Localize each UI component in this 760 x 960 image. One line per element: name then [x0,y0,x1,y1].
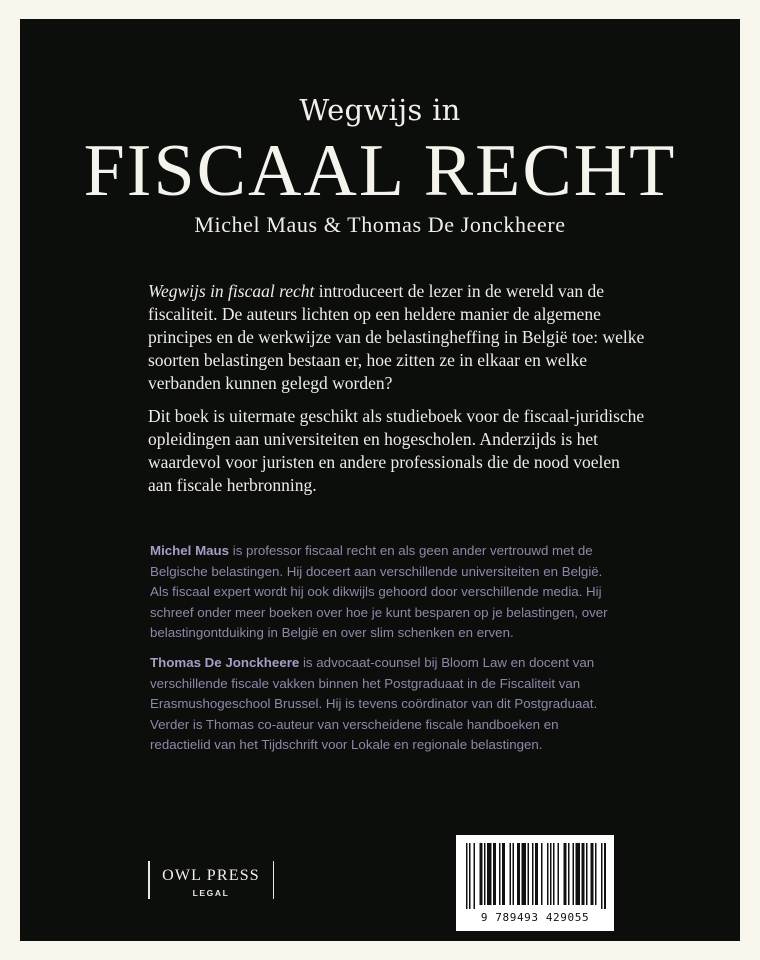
barcode-bar [484,843,486,905]
author-2-name: Thomas De Jonckheere [150,655,300,670]
barcode-bar [474,843,476,909]
barcode-bar [547,843,549,905]
barcode-bar [466,843,468,909]
blurb-book-title: Wegwijs in fiscaal recht [148,281,315,301]
blurb-text-2: Dit boek is uitermate geschikt als studieboek voor de fiscaal-juridische opleidingen aan universiteiten en hogescholen. Anderzijds is het waardevol voor juristen en andere professionals die de nood voelen aan fiscale herbronning. [148,406,645,495]
author-bio-1 [150,541,620,644]
barcode [456,835,614,931]
barcode-bar [564,843,567,905]
barcode-bar [469,843,471,909]
barcode-bar [480,843,483,905]
book-authors: Michel Maus & Thomas De Jonckheere [194,212,566,237]
barcode-bar [487,843,492,905]
barcode-bar [553,843,555,905]
author-2-text: is advocaat-counsel bij Bloom Law en docent van verschillende fiscale vakken binnen het Postgraduaat in de Fiscaliteit van Erasmushogeschool Brussel. Hij is tevens coördinator van dit Postgraduaat. Verder is Thomas co-auteur van verscheidene fiscale handboeken en redactielid van het Tijdschrift voor Lokale en regionale belastingen. [150,655,598,752]
barcode-bar [493,843,496,905]
barcode-bar [558,843,560,905]
barcode-bar [604,843,606,909]
barcode-bar [550,843,552,905]
barcode-bar [499,843,501,905]
blurb-text-1: introduceert de lezer in de wereld van de fiscaliteit. De auteurs lichten op een heldere manier de algemene principes en de werkwijze van de belastingheffing in België toe: welke soorten belastingen bestaan er, hoe zitten ze in elkaar en welke verbanden kunnen gelegd worden? [148,281,645,393]
author-bio-2 [150,653,620,756]
barcode-bar [522,843,527,905]
barcode-bars [464,843,606,909]
publisher-name: OWL PRESS [162,867,260,884]
back-cover [20,19,740,941]
barcode-bar [595,843,597,905]
barcode-bar [517,843,520,905]
publisher-imprint: LEGAL [192,888,230,898]
barcode-bar [541,843,543,905]
barcode-bar [586,843,588,905]
barcode-bar [568,843,570,905]
book-subtitle: Wegwijs in [299,93,461,127]
author-1-name: Michel Maus [150,543,230,558]
barcode-bar [510,843,512,905]
isbn-number: 9 789493 429055 [480,911,590,924]
barcode-bar [601,843,603,909]
barcode-bar [535,843,538,905]
author-1-text: is professor fiscaal recht en als geen ander vertrouwd met de Belgische belastingen. Hij doceert aan verschillende universiteiten en België. Als fiscaal expert wordt hij ook dikwijls gehoord door verschillende media. Hij schreef onder meer boeken over hoe je kunt besparen op je belastingen, over belastingontduiking in België en over slim schenken en erven. [150,543,608,640]
book-title: FISCAAL RECHT [83,130,677,212]
barcode-bar [528,843,530,905]
barcode-bar [573,843,575,905]
publisher-logo [148,859,274,903]
barcode-bar [591,843,594,905]
blurb-paragraph-1 [148,280,648,395]
barcode-bar [582,843,585,905]
blurb-paragraph-2 [148,405,648,497]
barcode-bar [576,843,581,905]
barcode-bar [513,843,515,905]
barcode-bar [532,843,534,905]
barcode-bar [502,843,505,905]
